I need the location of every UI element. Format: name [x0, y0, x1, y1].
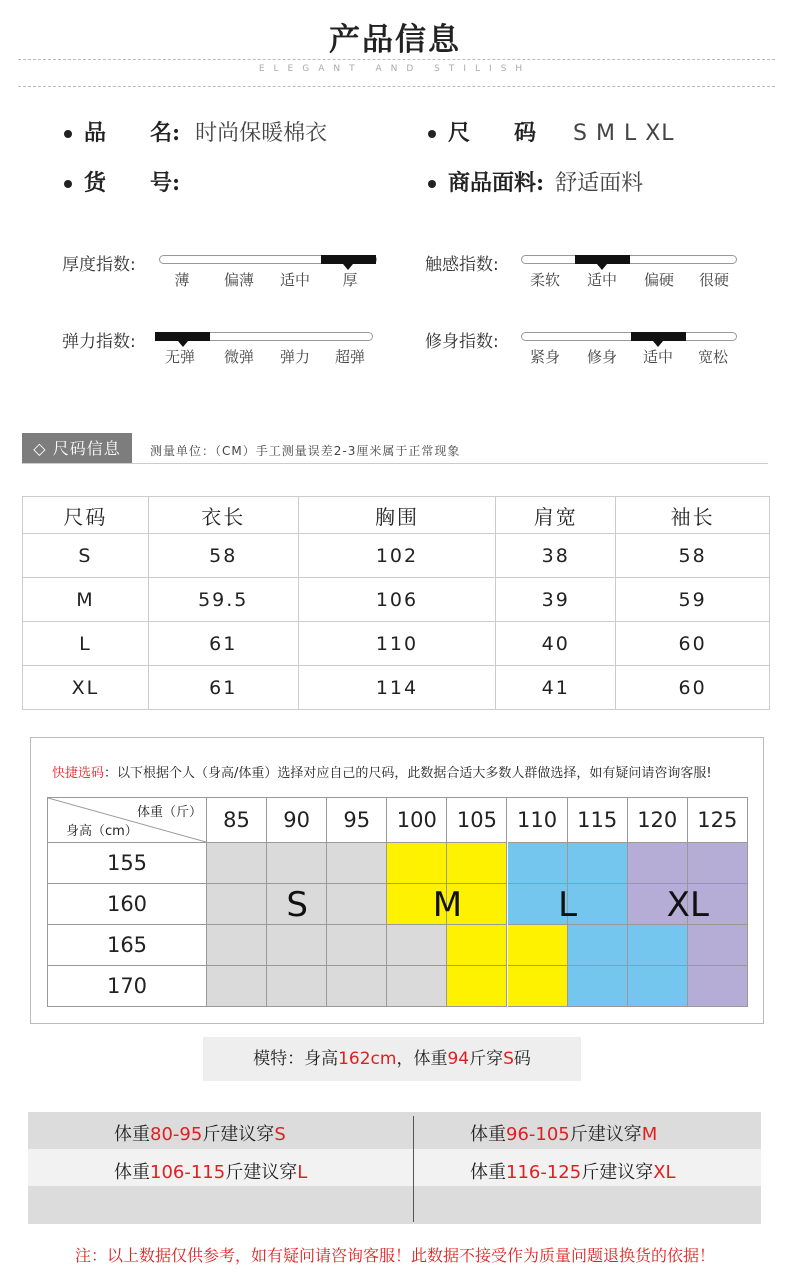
table-row [23, 534, 770, 578]
section-divider [22, 463, 768, 464]
bullet-icon [428, 130, 436, 138]
grid-cell-m [447, 925, 507, 966]
table-row [23, 578, 770, 622]
table-row [23, 622, 770, 666]
grid-cell-l [628, 966, 688, 1007]
page-subtitle: ELEGANT AND STILISH [258, 64, 532, 74]
rec-mid: 斤建议穿 [569, 1124, 642, 1145]
product-sku-label: 货 号: [84, 170, 181, 196]
product-size-value: S M L XL [573, 121, 675, 146]
size-zone-label: L [558, 885, 578, 925]
table-cell: 61 [148, 622, 298, 666]
grid-cell-s [267, 843, 327, 884]
gauge-option: 适中 [279, 271, 310, 289]
grid-cell-xl [688, 925, 748, 966]
size-zone-label: S [286, 885, 308, 925]
gauge-label: 厚度指数: [62, 255, 136, 275]
product-fabric-label: 商品面料: [448, 170, 545, 196]
gauge-fill [321, 255, 376, 264]
product-size-row [428, 116, 675, 147]
gauge-option: 薄 [174, 271, 190, 289]
table-cell: 110 [298, 622, 496, 666]
table-cell: 58 [616, 534, 770, 578]
height-header: 160 [48, 884, 207, 925]
weight-header: 115 [568, 798, 628, 843]
gauge-label: 修身指数: [425, 332, 499, 352]
model-weight: 94 [447, 1049, 470, 1069]
rec-mid: 斤建议穿 [581, 1162, 654, 1183]
rec-pre: 体重 [470, 1124, 506, 1145]
rec-divider [413, 1116, 414, 1222]
table-row [23, 666, 770, 710]
rec-pre: 体重 [470, 1162, 506, 1183]
grid-cell-l [568, 925, 628, 966]
table-cell: 39 [496, 578, 616, 622]
table-cell: 60 [616, 666, 770, 710]
gauge-option: 柔软 [529, 271, 560, 289]
weight-header: 90 [267, 798, 327, 843]
table-header: 尺码 [23, 497, 149, 534]
rec-range: 96-105 [506, 1124, 570, 1145]
rec-band [28, 1186, 761, 1224]
grid-cell-l [568, 966, 628, 1007]
grid-cell-l [508, 843, 568, 884]
size-info-tab: ◇ 尺码信息 [22, 433, 132, 464]
gauge-pointer-icon [653, 341, 663, 347]
weight-header: 120 [628, 798, 688, 843]
gauge-track [521, 332, 737, 341]
gauge-pointer-icon [343, 264, 353, 270]
gauge-pointer-icon [597, 264, 607, 270]
rec-item [470, 1158, 676, 1184]
weight-header: 95 [327, 798, 387, 843]
gauge-option: 微弹 [223, 348, 254, 366]
gauge-option: 超弹 [334, 348, 365, 366]
rec-size: M [641, 1124, 658, 1145]
rec-size: L [297, 1162, 308, 1183]
product-sku-row [64, 166, 188, 197]
gauge-fill [631, 332, 686, 341]
model-mid: ，体重 [396, 1049, 448, 1069]
model-prefix: 模特：身高 [253, 1049, 339, 1069]
model-height: 162cm [338, 1049, 397, 1069]
grid-cell-s [267, 966, 327, 1007]
gauge-fill [155, 332, 210, 341]
grid-cell-s [207, 966, 267, 1007]
grid-cell-m [508, 966, 568, 1007]
rec-mid: 斤建议穿 [225, 1162, 298, 1183]
model-suffix: 码 [513, 1049, 531, 1069]
header-divider-bottom [18, 86, 775, 87]
rec-mid: 斤建议穿 [202, 1124, 275, 1145]
table-cell: 61 [148, 666, 298, 710]
gauge-option: 紧身 [529, 348, 560, 366]
table-cell: 40 [496, 622, 616, 666]
size-zone-label: XL [666, 885, 709, 925]
table-cell: 114 [298, 666, 496, 710]
table-header: 肩宽 [496, 497, 616, 534]
table-cell: 58 [148, 534, 298, 578]
height-header: 170 [48, 966, 207, 1007]
grid-cell-xl [688, 966, 748, 1007]
grid-cell-s [327, 843, 387, 884]
bullet-icon [64, 180, 72, 188]
rec-item [114, 1158, 307, 1184]
gauge-option: 厚 [342, 271, 358, 289]
grid-cell-s [207, 925, 267, 966]
grid-cell-s [207, 843, 267, 884]
grid-cell-s [387, 966, 447, 1007]
gauge-option: 偏薄 [223, 271, 254, 289]
rec-range: 80-95 [150, 1124, 203, 1145]
size-table [22, 496, 770, 710]
bullet-icon [428, 180, 436, 188]
grid-cell-s [327, 925, 387, 966]
gauge-option: 偏硬 [643, 271, 674, 289]
table-cell: 59 [616, 578, 770, 622]
product-fabric-value: 舒适面料 [555, 171, 644, 196]
model-info [203, 1037, 581, 1081]
rec-size: XL [653, 1162, 676, 1183]
table-cell: M [23, 578, 149, 622]
grid-cell-xl [628, 843, 688, 884]
gauge-option: 很硬 [698, 271, 729, 289]
grid-cell-xl [688, 843, 748, 884]
gauge-option: 适中 [642, 348, 673, 366]
rec-pre: 体重 [114, 1162, 150, 1183]
product-name-label: 品 名: [84, 120, 181, 146]
gauge-option: 宽松 [697, 348, 728, 366]
table-header: 袖长 [616, 497, 770, 534]
table-cell: 106 [298, 578, 496, 622]
product-size-label: 尺 码 [448, 120, 537, 146]
disclaimer: 注：以上数据仅供参考，如有疑问请咨询客服！此数据不接受作为质量问题退换货的依据！ [74, 1246, 715, 1265]
quick-size-note [52, 762, 712, 781]
product-name-row [64, 116, 327, 147]
weight-header: 110 [508, 798, 568, 843]
gauge-option: 适中 [586, 271, 617, 289]
table-cell: L [23, 622, 149, 666]
weight-recommendation [28, 1112, 761, 1224]
grid-cell-s [327, 966, 387, 1007]
table-cell: 41 [496, 666, 616, 710]
grid-cell-s [267, 925, 327, 966]
rec-pre: 体重 [114, 1124, 150, 1145]
grid-corner [48, 798, 207, 843]
model-mid2: 斤穿 [469, 1049, 504, 1069]
gauge-option: 修身 [586, 348, 617, 366]
quick-size-text: ：以下根据个人（身高/体重）选择对应自己的尺码，此数据合适大多数人群做选择，如有疑问请咨询客服! [104, 766, 712, 781]
corner-height-label: 身高（cm） [66, 824, 138, 839]
weight-header: 100 [387, 798, 447, 843]
table-cell: 102 [298, 534, 496, 578]
grid-cell-l [568, 843, 628, 884]
gauge-option: 弹力 [279, 348, 310, 366]
rec-item [114, 1120, 286, 1146]
gauge-label: 触感指数: [425, 255, 499, 275]
bullet-icon [64, 130, 72, 138]
gauge-fill [575, 255, 630, 264]
table-cell: S [23, 534, 149, 578]
grid-cell-m [447, 843, 507, 884]
page-title: 产品信息 [329, 22, 461, 58]
grid-cell-m [447, 966, 507, 1007]
corner-weight-label: 体重（斤） [136, 805, 202, 820]
weight-header: 85 [207, 798, 267, 843]
gauge-option: 无弹 [164, 348, 195, 366]
table-cell: XL [23, 666, 149, 710]
grid-cell-m [387, 843, 447, 884]
grid-cell-s [387, 925, 447, 966]
weight-header: 125 [688, 798, 748, 843]
rec-range: 106-115 [150, 1162, 226, 1183]
rec-size: S [274, 1124, 286, 1145]
table-cell: 38 [496, 534, 616, 578]
height-header: 155 [48, 843, 207, 884]
table-header: 胸围 [298, 497, 496, 534]
rec-item [470, 1120, 657, 1146]
table-cell: 59.5 [148, 578, 298, 622]
grid-cell-m [508, 925, 568, 966]
quick-size-label: 快捷选码 [52, 766, 105, 781]
gauge-pointer-icon [178, 341, 188, 347]
rec-range: 116-125 [506, 1162, 582, 1183]
table-header: 衣长 [148, 497, 298, 534]
grid-cell-l [628, 925, 688, 966]
table-cell: 60 [616, 622, 770, 666]
height-weight-grid [47, 797, 748, 1007]
product-fabric-row [428, 166, 643, 197]
weight-header: 105 [447, 798, 507, 843]
model-size: S [503, 1049, 514, 1069]
gauge-label: 弹力指数: [62, 332, 136, 352]
header-divider-top [18, 59, 775, 60]
size-zone-label: M [432, 885, 463, 925]
measurement-note: 测量单位：（CM）手工测量误差2-3厘米属于正常现象 [150, 444, 461, 458]
product-name-value: 时尚保暖棉衣 [195, 121, 328, 146]
height-header: 165 [48, 925, 207, 966]
table-header-row [23, 497, 770, 534]
